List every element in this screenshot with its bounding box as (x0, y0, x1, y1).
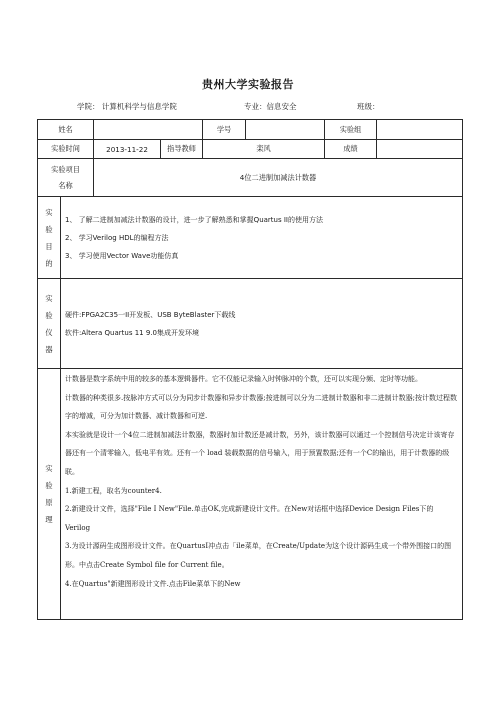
purpose-item: 2、 学习Verilog HDL的编程方法 (65, 233, 169, 242)
college-field: 学院： 计算机科学与信息学院 (77, 102, 177, 111)
purpose-label-char: 实 (45, 207, 53, 217)
row-project (38, 159, 463, 197)
principle-label (38, 369, 61, 620)
principle-paragraph: 3.为设计源码生成图形设计文件。在QuartusI冲点击「ile菜单，在Create/Update为这个设计源码生成一个带外围接口的图形。中点击Create Symbol file for Current file。 (65, 542, 452, 569)
name-value[interactable] (94, 120, 203, 140)
group-label: 实验组 (325, 120, 377, 140)
row-name (38, 120, 463, 140)
row-purpose (38, 197, 463, 279)
class-field: 班级： (357, 102, 380, 111)
instrument-label (38, 279, 61, 369)
purpose-content (61, 197, 463, 279)
purpose-label-char: 目 (45, 241, 53, 251)
time-value: 2013-11-22 (94, 140, 161, 159)
report-table (37, 119, 463, 620)
purpose-label-char: 验 (45, 224, 53, 234)
name-label: 姓名 (38, 120, 94, 140)
time-label: 实验时间 (38, 140, 94, 159)
instrument-label-char: 仪 (45, 327, 53, 337)
principle-label-char: 验 (45, 481, 53, 490)
instrument-label-char: 验 (45, 310, 53, 320)
teacher-value: 栾风 (203, 140, 325, 159)
instrument-item: 软件:Altera Quartus 11 9.0集成开发环境 (65, 328, 199, 337)
principle-paragraph: 计数器是数字系统中用的较多的基本逻辑器件。它不仅能记录输入时钟脉冲的个数，还可以实现分频、定时等功能。 (65, 375, 422, 383)
student-id-label: 学号 (216, 125, 232, 134)
student-id-cell[interactable] (203, 120, 325, 140)
purpose-item: 1、 了解二进制加减法计数器的设计，进一步了解熟悉和掌握Quartus II的使用方法 (65, 215, 323, 224)
principle-paragraph: 2.新建设计文件，选择"File I New"File.单击OK,完成新建设计文件。在New对话框中选择Device Design Files下的Verilog (65, 505, 434, 532)
project-label-line-2: 名称 (58, 180, 73, 190)
major-field: 专业：信息安全 (244, 102, 297, 111)
instrument-content (61, 279, 463, 369)
project-value: 4位二进制加减法计数器 (94, 159, 463, 197)
principle-paragraph: 4.在Quartus"新建图形设计文件.点击File菜单下的New (65, 579, 241, 588)
project-label-line-1: 实验项目 (51, 164, 80, 174)
row-principle (38, 369, 463, 620)
purpose-item: 3、 学习使用Vector Wave功能仿真 (65, 251, 179, 260)
principle-paragraph: 本实验就是设计一个4位二进制加减法计数器，数器时加计数还是减计数，另外，该计数器可以通过一个控制信号决定计该寄存器还有一个清零输入，低电平有效。还有一个 load 装载数据的信号输入，用于预置数据;还有一个C的输出，用于计数器的级联。 (65, 430, 455, 476)
instrument-label-char: 器 (45, 344, 53, 354)
principle-content (61, 369, 463, 620)
instrument-item: 硬件:FPGA2C35一II开发板、USB ByteBlaster下载线 (65, 310, 236, 319)
row-time (38, 140, 463, 159)
purpose-label (38, 197, 61, 279)
principle-label-char: 理 (45, 515, 53, 524)
principle-paragraph: 1.新建工程，取名为counter4. (65, 486, 162, 495)
group-value[interactable] (377, 120, 463, 140)
principle-label-char: 实 (45, 464, 53, 473)
score-value[interactable] (377, 140, 463, 159)
report-title: 贵州大学实验报告 (202, 78, 294, 91)
student-id-value[interactable] (245, 120, 324, 139)
purpose-label-char: 的 (45, 258, 53, 268)
project-label (38, 159, 94, 197)
principle-label-char: 原 (45, 498, 53, 507)
teacher-label: 指导教师 (161, 140, 203, 159)
score-label: 成绩 (325, 140, 377, 159)
principle-paragraph: 计数器的种类很多.按脉冲方式可以分为同步计数器和异步计数器;按进制可以分为二进制计数器和非二进制计数器;按计数过程数字的增减，可分为加计数器、减计数器和可逆. (65, 393, 457, 421)
row-instrument (38, 279, 463, 369)
instrument-label-char: 实 (45, 293, 53, 303)
